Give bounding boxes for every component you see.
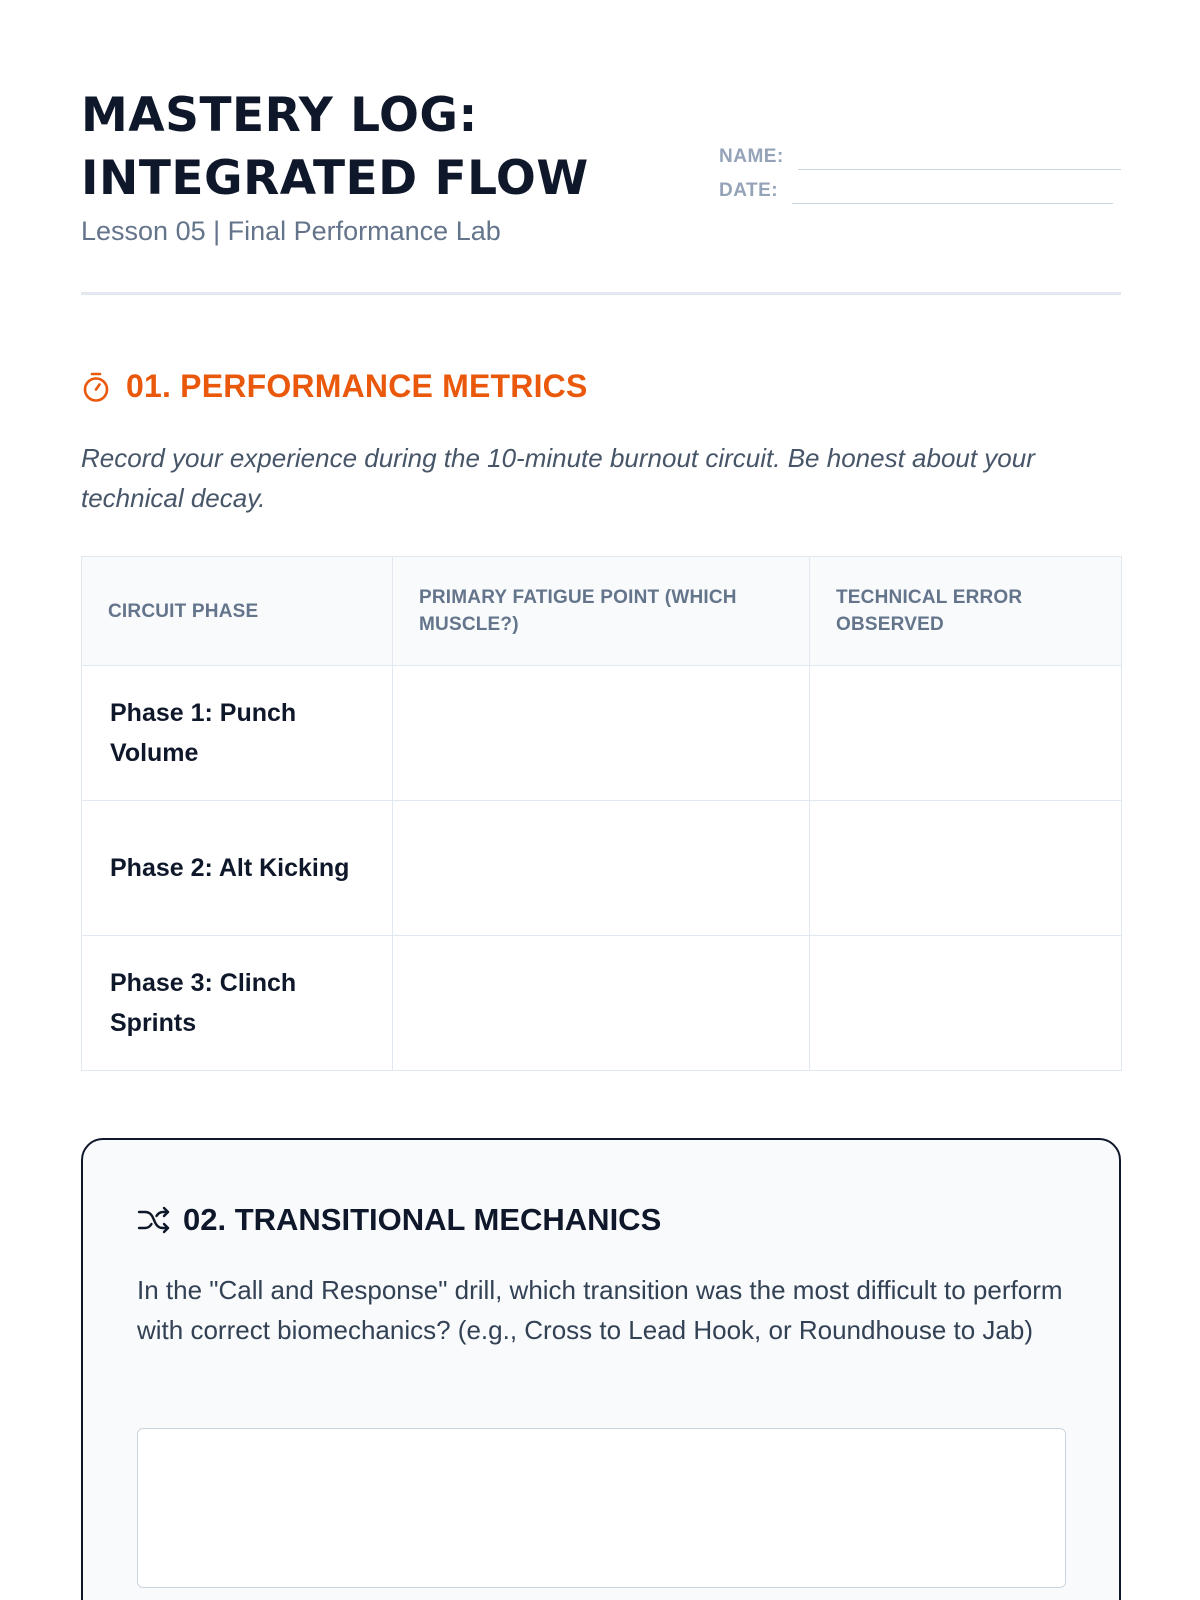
date-row [719, 170, 1121, 204]
transitional-mechanics-card [81, 1138, 1121, 1600]
table-row [82, 801, 1122, 936]
phase-cell: Phase 3: Clinch Sprints [82, 936, 393, 1071]
phase-cell: Phase 1: Punch Volume [82, 666, 393, 801]
name-label: NAME: [719, 146, 784, 167]
col-header-phase: CIRCUIT PHASE [82, 557, 393, 666]
student-info [719, 136, 1121, 204]
section2-heading [137, 1202, 661, 1238]
col-header-error: TECHNICAL ERROR OBSERVED [810, 557, 1122, 666]
section1-title: 01. PERFORMANCE METRICS [126, 368, 588, 404]
error-cell[interactable] [810, 936, 1122, 1071]
header-divider [81, 292, 1121, 295]
date-label: DATE: [719, 180, 779, 201]
stopwatch-icon [81, 371, 111, 403]
page-subtitle: Lesson 05 | Final Performance Lab [81, 216, 501, 246]
section1-description: Record your experience during the 10-minute burnout circuit. Be honest about your technical decay. [81, 443, 1035, 513]
table-row [82, 666, 1122, 801]
section1-heading [81, 368, 588, 405]
title-line-1: MASTERY LOG: [81, 88, 478, 143]
name-field[interactable] [798, 146, 1121, 170]
table-header-row [82, 557, 1122, 666]
shuffle-icon [137, 1205, 171, 1235]
worksheet-page [81, 0, 1121, 1600]
date-field[interactable] [792, 180, 1113, 204]
transition-answer-box[interactable] [137, 1428, 1066, 1588]
name-row [719, 136, 1121, 170]
section2-description: In the "Call and Response" drill, which transition was the most difficult to perform with correct biomechanics? (e.g., Cross to Lead Hook, or Roundhouse to Jab) [137, 1275, 1063, 1345]
fatigue-cell[interactable] [393, 666, 810, 801]
page-title [81, 84, 701, 210]
section2-title: 02. TRANSITIONAL MECHANICS [183, 1202, 662, 1237]
phase-cell: Phase 2: Alt Kicking [82, 801, 393, 936]
fatigue-cell[interactable] [393, 801, 810, 936]
fatigue-cell[interactable] [393, 936, 810, 1071]
error-cell[interactable] [810, 801, 1122, 936]
performance-table [81, 556, 1122, 1071]
title-line-2: INTEGRATED FLOW [81, 151, 589, 206]
col-header-fatigue: PRIMARY FATIGUE POINT (WHICH MUSCLE?) [393, 557, 810, 666]
table-row [82, 936, 1122, 1071]
error-cell[interactable] [810, 666, 1122, 801]
